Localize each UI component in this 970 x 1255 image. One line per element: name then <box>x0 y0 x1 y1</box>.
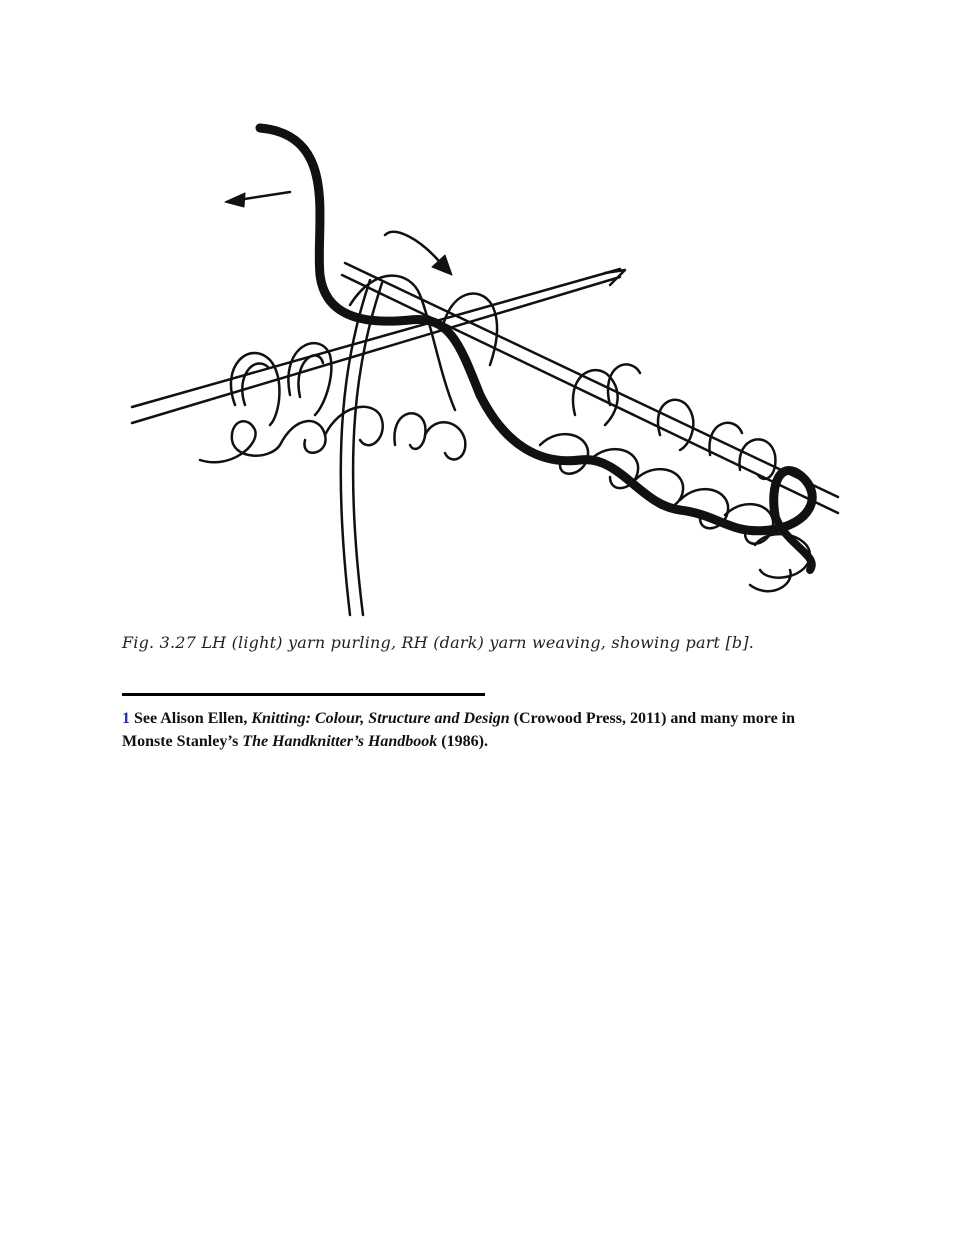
footnote-divider <box>122 693 485 696</box>
dark-yarn <box>260 128 812 531</box>
arrow-left-head <box>225 193 245 207</box>
footnote-title-1: Knitting: Colour, Structure and Design <box>251 710 510 727</box>
footnote-text-c: (1986). <box>437 733 488 750</box>
light-yarn-strand-b <box>353 283 382 615</box>
footnote-text-b: (Crowood Press, 2011) and many more in Monste Stanley’s <box>122 710 796 750</box>
footnote-number[interactable]: 1 <box>122 710 130 727</box>
right-stitch-loops <box>540 364 810 591</box>
curved-arrow-shaft <box>385 232 438 260</box>
right-needle-lower <box>342 275 838 513</box>
arrow-left-shaft <box>238 192 290 200</box>
footnote-text-a: See Alison Ellen, <box>130 710 252 727</box>
footnote-title-2: The Handknitter’s Handbook <box>242 733 438 750</box>
needle-upper-edge <box>132 269 620 407</box>
light-yarn-strand-a <box>341 280 370 615</box>
knitting-figure <box>120 115 850 625</box>
knitting-illustration-icon <box>120 115 850 625</box>
figure-caption: Fig. 3.27 LH (light) yarn purling, RH (dark) yarn weaving, showing part [b]. <box>122 633 755 652</box>
footnote <box>122 707 842 753</box>
